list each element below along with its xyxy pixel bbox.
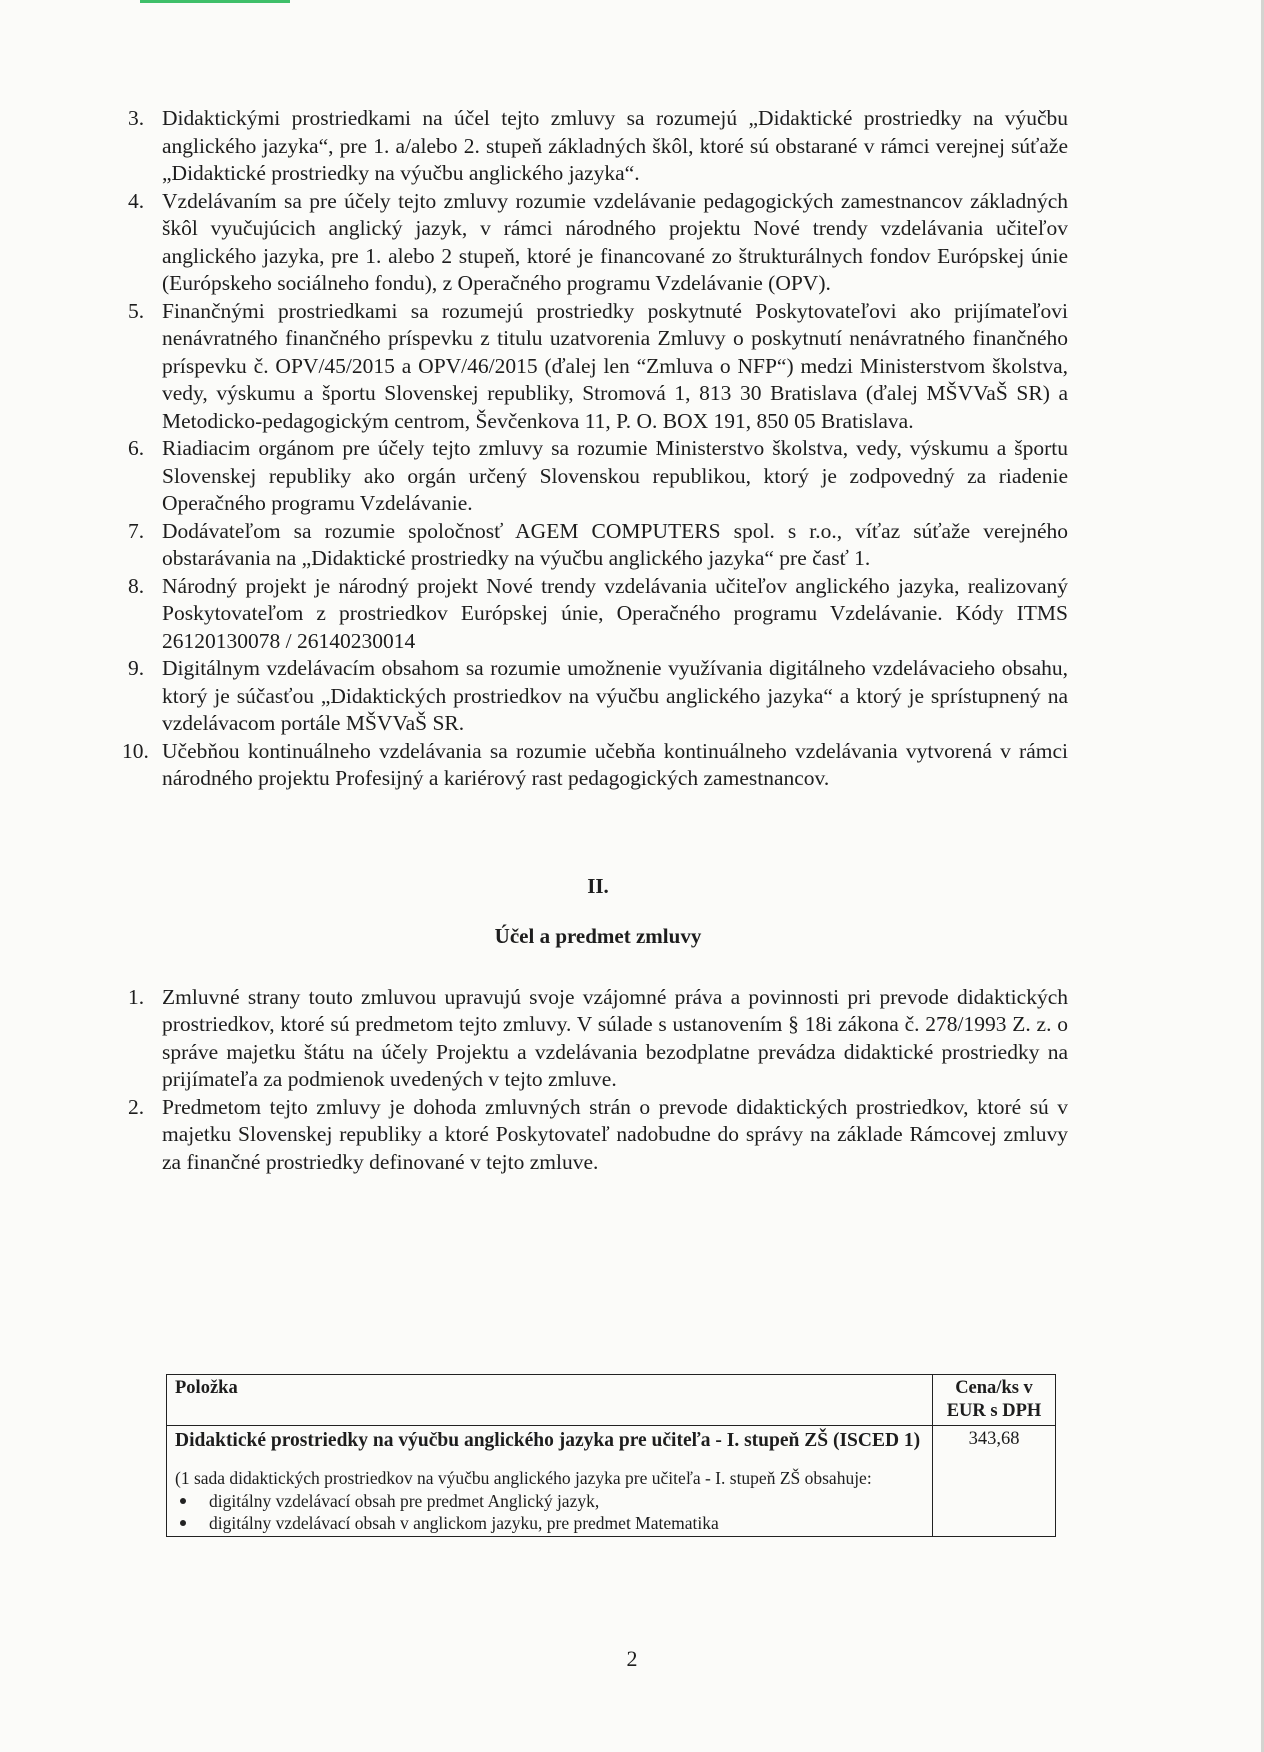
document-body	[122, 105, 1068, 1176]
item-text: Digitálnym vzdelávacím obsahom sa rozumie umožnenie využívania digitálneho vzdelávacieho obsahu, ktorý je súčasťou „Didaktických prostriedkov na výučbu anglického jazyka“ a ktorý je sprístupnený na vzdelávacom portále MŠVVaŠ SR.	[162, 656, 1068, 735]
item-number: 3.	[128, 106, 145, 130]
item-text: Zmluvné strany touto zmluvou upravujú svoje vzájomné práva a povinnosti pri prevode didaktických prostriedkov, ktoré sú predmetom tejto zmluvy. V súlade s ustanovením § 18i zákona č. 278/1993 Z. z. o správe majetku štátu na účely Projektu a vzdelávania bezodplatne prevádza didaktické prostriedky na prijímateľa za podmienok uvedených v tejto zmluve.	[162, 984, 1068, 1091]
bullet-item: digitálny vzdelávací obsah pre predmet Anglický jazyk,	[175, 1490, 924, 1512]
purpose-list	[128, 984, 1068, 1177]
item-text: Didaktickými prostriedkami na účel tejto zmluvy sa rozumejú „Didaktické prostriedky na výučbu anglického jazyka“, pre 1. a/alebo 2. stupeň základných škôl, ktoré sú obstarané v rámci verejnej súťaže „Didaktické prostriedky na výučbu anglického jazyka“.	[162, 106, 1068, 185]
item-number: 2.	[128, 1094, 145, 1119]
item-number: 1.	[128, 984, 145, 1009]
item-text: Vzdelávaním sa pre účely tejto zmluvy rozumie vzdelávanie pedagogických zamestnancov základných škôl vyučujúcich anglický jazyk, v rámci národného projektu Nové trendy vzdelávania učiteľov anglického jazyka, pre 1. alebo 2 stupeň, ktoré je financované zo štrukturálnych fondov Európskej únie (Európskeho sociálneho fondu), z Operačného programu Vzdelávanie (OPV).	[162, 188, 1068, 295]
list-item	[128, 573, 1068, 656]
list-item	[128, 105, 1068, 188]
item-bullets	[175, 1490, 924, 1534]
bullet-item: digitálny vzdelávací obsah v anglickom jazyku, pre predmet Matematika	[175, 1512, 924, 1534]
item-number: 10.	[122, 738, 149, 763]
column-header-price: Cena/ks v EUR s DPH	[933, 1375, 1056, 1426]
list-item	[128, 435, 1068, 518]
page-number: 2	[626, 1646, 638, 1671]
section-number: II.	[587, 873, 609, 898]
section-title: Účel a predmet zmluvy	[494, 924, 702, 948]
item-description: (1 sada didaktických prostriedkov na výučbu anglického jazyka pre učiteľa - I. stupeň ZŠ obsahuje:	[175, 1468, 872, 1488]
items-table	[166, 1374, 1056, 1537]
list-item	[128, 298, 1068, 436]
item-cell	[167, 1426, 933, 1537]
item-text: Dodávateľom sa rozumie spoločnosť AGEM COMPUTERS spol. s r.o., víťaz súťaže verejného obstarávania na „Didaktické prostriedky na výučbu anglického jazyka“ pre časť 1.	[162, 518, 1068, 570]
item-number: 5.	[128, 298, 145, 323]
item-number: 6.	[128, 436, 145, 460]
column-header-item: Položka	[167, 1375, 933, 1426]
list-item	[128, 984, 1068, 1094]
list-item	[128, 188, 1068, 298]
item-text: Riadiacim orgánom pre účely tejto zmluvy sa rozumie Ministerstvo školstva, vedy, výskumu a športu Slovenskej republiky ako orgán určený Slovenskou republikou, ktorý je zodpovedný za riadenie Operačného programu Vzdelávanie.	[162, 436, 1068, 515]
table-row	[167, 1426, 1056, 1537]
item-number: 7.	[128, 518, 145, 543]
item-text: Predmetom tejto zmluvy je dohoda zmluvných strán o prevode didaktických prostriedkov, ktoré sú v majetku Slovenskej republiky a ktoré Poskytovateľ nadobudne do správy na základe Rámcovej zmluvy za finančné prostriedky definované v tejto zmluve.	[162, 1094, 1068, 1174]
item-text: Učebňou kontinuálneho vzdelávania sa rozumie učebňa kontinuálneho vzdelávania vytvorená v rámci národného projektu Profesijný a kariérový rast pedagogických zamestnancov.	[162, 738, 1068, 790]
item-number: 9.	[128, 656, 145, 680]
scan-edge-marker	[140, 0, 290, 3]
definitions-list	[122, 105, 1068, 793]
item-text: Finančnými prostriedkami sa rozumejú prostriedky poskytnuté Poskytovateľovi ako prijímateľovi nenávratného finančného príspevku z titulu uzatvorenia Zmluvy o poskytnutí nenávratného finančného príspevku č. OPV/45/2015 a OPV/46/2015 (ďalej len “Zmluva o NFP“) medzi Ministerstvom školstva, vedy, výskumu a športu Slovenskej republiky, Stromová 1, 813 30 Bratislava (ďalej MŠVVaŠ SR) a Metodicko-pedagogickým centrom, Ševčenkova 11, P. O. BOX 191, 850 05 Bratislava.	[162, 298, 1068, 433]
list-item	[122, 738, 1068, 793]
list-item	[128, 1094, 1068, 1177]
table-header-row	[167, 1375, 1056, 1426]
list-item	[128, 655, 1068, 738]
item-text: Národný projekt je národný projekt Nové trendy vzdelávania učiteľov anglického jazyka, realizovaný Poskytovateľom z prostriedkov Európskej únie, Operačného programu Vzdelávanie. Kódy ITMS 26120130078 / 26140230014	[162, 573, 1068, 653]
item-number: 8.	[128, 573, 145, 598]
item-title: Didaktické prostriedky na výučbu anglického jazyka pre učiteľa - I. stupeň ZŠ (ISCED 1)	[175, 1430, 921, 1451]
list-item	[128, 518, 1068, 573]
price-cell: 343,68	[933, 1426, 1056, 1537]
item-number: 4.	[128, 188, 145, 213]
